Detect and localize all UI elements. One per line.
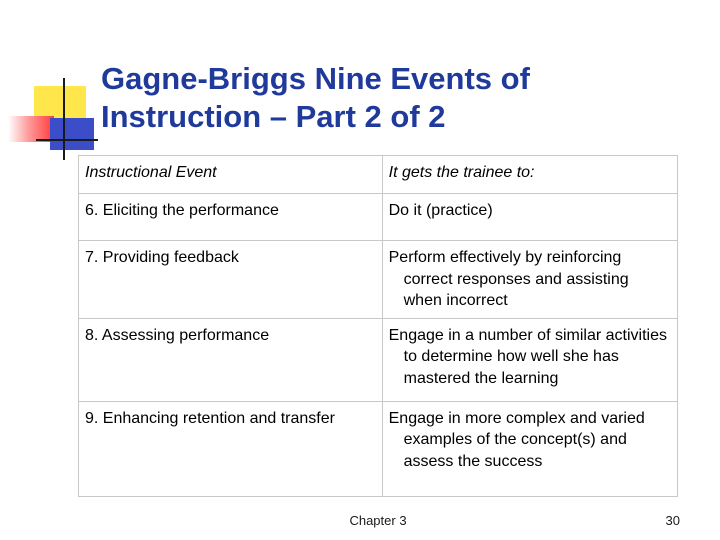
- decorative-vertical-line: [63, 78, 65, 160]
- slide-title-line-2: Instruction – Part 2 of 2: [101, 99, 446, 134]
- event-text: 7. Providing feedback: [85, 249, 239, 266]
- table-row: [79, 194, 678, 241]
- outcome-text: Engage in more complex and varied examples of the concept(s) and assess the success: [388, 409, 645, 470]
- outcome-text: Engage in a number of similar activities to determine how well she has mastered the learning: [388, 326, 667, 387]
- slide-title: [101, 60, 530, 136]
- table-header-row: [79, 156, 678, 194]
- event-text: 9. Enhancing retention and transfer: [85, 409, 335, 427]
- footer-page-number: 30: [665, 513, 680, 528]
- decorative-horizontal-line: [36, 139, 98, 141]
- outcome-cell: [382, 241, 677, 319]
- table-row: [79, 318, 678, 401]
- outcome-text: Do it (practice): [388, 202, 493, 219]
- outcome-cell: [382, 401, 677, 496]
- outcome-cell: [382, 194, 677, 241]
- event-text: 8. Assessing performance: [85, 326, 270, 344]
- event-cell: [79, 241, 383, 319]
- outcome-text: Perform effectively by reinforcing correct responses and assisting when incorrect: [388, 249, 629, 309]
- slide-title-line-1: Gagne-Briggs Nine Events of: [101, 61, 530, 96]
- event-text: 6. Eliciting the performance: [85, 202, 279, 219]
- table-row: [79, 241, 678, 319]
- header-trainee-outcome: It gets the trainee to:: [382, 156, 677, 194]
- decorative-blue-square: [50, 118, 94, 150]
- table-row: [79, 401, 678, 496]
- event-cell: [79, 194, 383, 241]
- event-cell: [79, 318, 383, 401]
- instruction-events-table: [78, 155, 678, 497]
- outcome-cell: [382, 318, 677, 401]
- event-cell: [79, 401, 383, 496]
- header-instructional-event: Instructional Event: [79, 156, 383, 194]
- footer-chapter-label: Chapter 3: [349, 513, 407, 528]
